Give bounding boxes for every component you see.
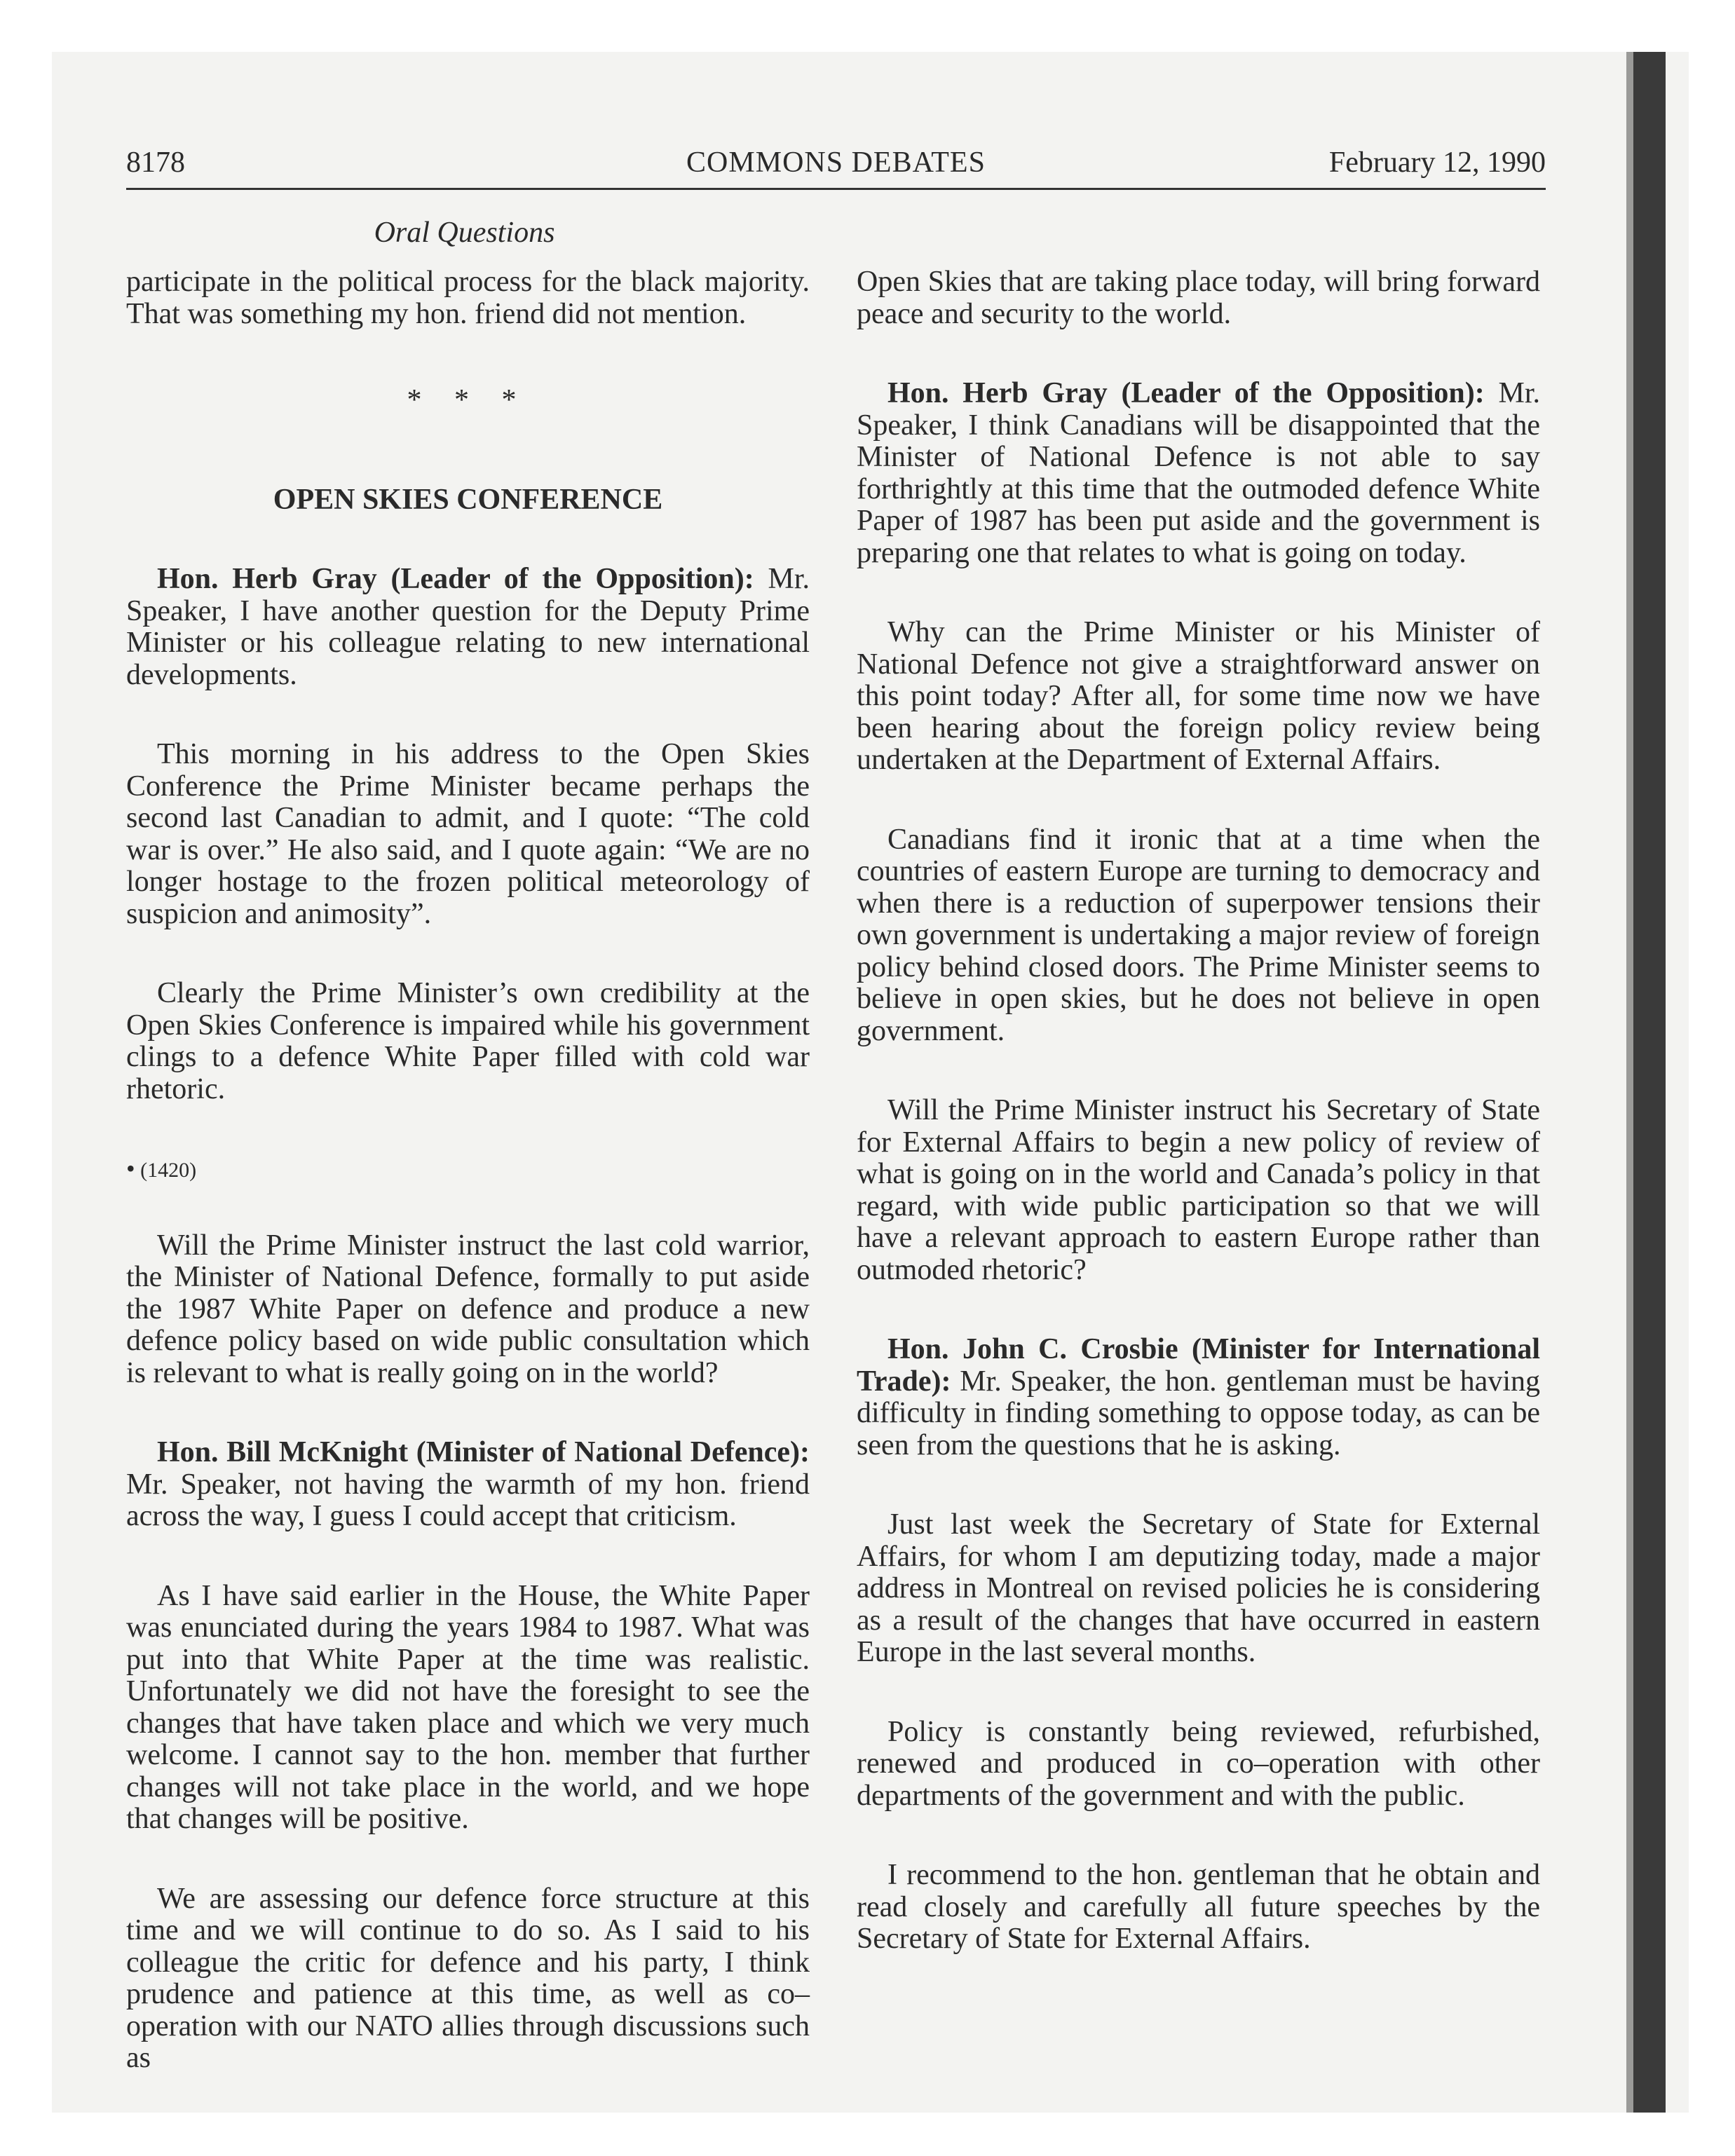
- paragraph: Will the Prime Minister instruct the last cold warrior, the Minister of National Defence, formally to put aside the 1987 White Paper on defence and produce a new defence policy based on wide public consultation which is relevant to what is really going on in the world?: [126, 1229, 810, 1389]
- paragraph: Will the Prime Minister instruct his Secretary of State for External Affairs to begin a new policy of review of what is going on in the world and Canada’s policy in that regard, with wide public participation so that we will have a relevant approach to eastern Europe rather than outmoded rhetoric?: [857, 1094, 1540, 1286]
- right-column: [857, 266, 1540, 2003]
- speaker-name: Hon. Bill McKnight (Minister of National Defence):: [157, 1436, 810, 1468]
- speech-paragraph: [857, 378, 1540, 569]
- publication-date: February 12, 1990: [1328, 146, 1546, 179]
- page-number: 8178: [126, 146, 185, 179]
- bullet-icon: •: [126, 1154, 135, 1182]
- left-column: [126, 266, 810, 2122]
- paragraph: participate in the political process for the black majority. That was something my hon. friend did not mention.: [126, 266, 810, 330]
- speech-text: Mr. Speaker, not having the warmth of my hon. friend across the way, I guess I could accept that criticism.: [126, 1468, 810, 1532]
- section-separator: * * *: [407, 384, 529, 416]
- paragraph: As I have said earlier in the House, the White Paper was enunciated during the years 1984 to 1987. What was put into that White Paper at the time was realistic. Unfortunately we did not have the foresight to see the changes that have taken place and which we very much welcome. I cannot say to the hon. member that further changes will not take place in the world, and we hope that changes will be positive.: [126, 1579, 810, 1835]
- page-header: [126, 146, 1546, 190]
- paragraph: Why can the Prime Minister or his Minister of National Defence not give a straightforward answer on this point today? After all, for some time now we have been hearing about the foreign policy review being undertaken at the Department of External Affairs.: [857, 616, 1540, 776]
- speaker-name: Hon. John C. Crosbie (Minister for International Trade):: [857, 1333, 1540, 1398]
- paragraph: Clearly the Prime Minister’s own credibility at the Open Skies Conference is impaired while his government clings to a defence White Paper filled with cold war rhetoric.: [126, 977, 810, 1105]
- section-heading: OPEN SKIES CONFERENCE: [273, 483, 663, 516]
- timestamp: [126, 1153, 810, 1187]
- paragraph: Open Skies that are taking place today, will bring forward peace and security to the world.: [857, 266, 1540, 330]
- paragraph: We are assessing our defence force structure at this time and we will continue to do so. As I said to his colleague the critic for defence and his party, I think prudence and patience at this time, as well as co–operation with our NATO allies through discussions such as: [126, 1882, 810, 2074]
- speech-paragraph: [857, 1334, 1540, 1461]
- paragraph: I recommend to the hon. gentleman that he obtain and read closely and carefully all future speeches by the Secretary of State for External Affairs.: [857, 1859, 1540, 1955]
- speech-text: Mr. Speaker, the hon. gentleman must be having difficulty in finding something to oppose today, as can be seen from the questions that he is asking.: [857, 1365, 1540, 1461]
- speaker-name: Hon. Herb Gray (Leader of the Opposition):: [887, 377, 1485, 409]
- speech-text: Mr. Speaker, I think Canadians will be disappointed that the Minister of National Defence is not able to say forthrightly at this time that the outmoded defence White Paper of 1987 has been put aside and the government is preparing one that relates to what is going on today.: [857, 377, 1541, 569]
- speech-paragraph: [126, 1437, 810, 1533]
- paragraph: Policy is constantly being reviewed, refurbished, renewed and produced in co–operation with other departments of the government and with the public.: [857, 1715, 1540, 1812]
- paragraph: Just last week the Secretary of State for External Affairs, for whom I am deputizing today, made a major address in Montreal on revised policies he is considering as a result of the changes that have occurred in eastern Europe in the last several months.: [857, 1508, 1540, 1668]
- speech-paragraph: [126, 564, 810, 691]
- paragraph: Canadians find it ironic that at a time when the countries of eastern Europe are turning to democracy and when there is a reduction of superpower tensions their own government is undertaking a major review of foreign policy behind closed doors. The Prime Minister seems to believe in open skies, but he does not believe in open government.: [857, 823, 1540, 1047]
- binding-edge: [1633, 52, 1666, 2113]
- paragraph: This morning in his address to the Open Skies Conference the Prime Minister became perhaps the second last Canadian to admit, and I quote: “The cold war is over.” He also said, and I quote again: “We are no longer hostage to the frozen political meteorology of suspicion and animosity”.: [126, 738, 810, 930]
- section-label: Oral Questions: [374, 217, 555, 249]
- speaker-name: Hon. Herb Gray (Leader of the Opposition):: [157, 563, 754, 595]
- publication-title: COMMONS DEBATES: [686, 146, 986, 179]
- timestamp-text: (1420): [140, 1159, 197, 1182]
- speech-text: Mr. Speaker, I have another question for the Deputy Prime Minister or his colleague relating to new international developments.: [126, 563, 810, 691]
